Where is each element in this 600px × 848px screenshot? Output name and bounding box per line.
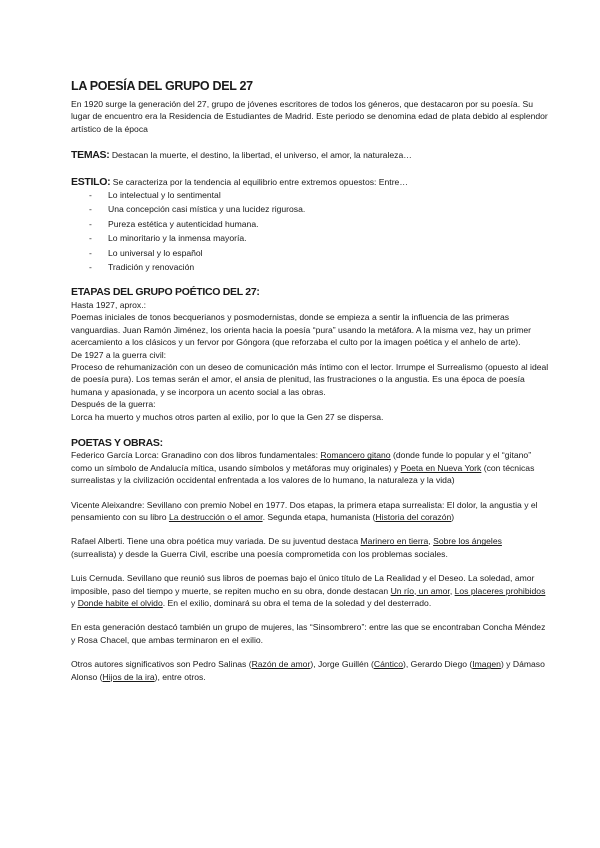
work-title-rio: Un río, un amor <box>390 585 450 596</box>
lorca-text: (con técnicas surrealistas y la civilización occidental enfrentada a los valores de lo humano, la naturaleza y la vida) <box>71 462 535 486</box>
aleixandre-text: ) <box>451 511 455 522</box>
alberti-paragraph <box>71 535 549 560</box>
aleixandre-text: . Segunda etapa, humanista ( <box>262 511 376 522</box>
aleixandre-text: Vicente Aleixandre: Sevillano con premio Nobel en 1977. Dos etapas, la primera etapa surrealista: El dolor, la angustia y el pensamiento con su libro <box>71 499 538 522</box>
list-item: - Lo minoritario y la inmensa mayoría. <box>89 231 549 245</box>
otros-text: ), Gerardo Diego ( <box>403 659 473 670</box>
list-item: - Lo universal y lo español <box>89 246 549 260</box>
otros-text: Otros autores significativos son Pedro Salinas ( <box>71 659 252 670</box>
otros-paragraph <box>71 658 549 683</box>
poetas-heading: POETAS Y OBRAS: <box>71 436 163 449</box>
intro-paragraph: En 1920 surge la generación del 27, grupo de jóvenes escritores de todos los géneros, que destacaron por su poesía. Su lugar de encuentro era la Residencia de Estudiantes de Madrid. Este periodo se denomina edad de plata debido al esplendor artístico de la época <box>71 99 548 134</box>
work-title-razon: Razón de amor <box>251 659 311 670</box>
temas-heading: TEMAS: <box>71 149 110 162</box>
estilo-heading: ESTILO: <box>71 175 111 188</box>
list-item: - Tradición y renovación <box>89 260 549 274</box>
work-title-placeres: Los placeres prohibidos <box>454 585 546 596</box>
work-title-historia: Historia del corazón <box>375 511 452 522</box>
cernuda-text: . En el exilio, dominará su obra el tema de la soledad y del desterrado. <box>162 598 432 608</box>
work-title-poeta-ny: Poeta en Nueva York <box>400 462 482 473</box>
stage3-text: Lorca ha muerto y muchos otros parten al exilio, por lo que la Gen 27 se dispersa. <box>71 411 384 422</box>
estilo-list <box>71 188 549 274</box>
list-item: - Lo intelectual y lo sentimental <box>89 188 549 202</box>
alberti-text: , <box>428 536 434 547</box>
stage2-label: De 1927 a la guerra civil: <box>71 349 167 360</box>
document-page <box>71 78 549 683</box>
aleixandre-paragraph <box>71 499 549 524</box>
work-title-hijos: Hijos de la ira <box>102 671 155 682</box>
estilo-text: Se caracteriza por la tendencia al equilibrio entre extremos opuestos: Entre… <box>110 176 408 187</box>
lorca-text: (donde funde lo popular y el “gitano” como un símbolo de Andalucía mítica, usando símbolos y metáforas muy originales) y <box>71 450 532 473</box>
work-title-imagen: Imagen <box>472 659 501 670</box>
cernuda-text: , <box>449 585 455 596</box>
lorca-text: Federico García Lorca: Granadino con dos libros fundamentales: <box>71 450 321 461</box>
cernuda-text: Luis Cernuda. Sevillano que reunió sus libros de poemas bajo el único título de La Realidad y el Deseo. La soledad, amor imposible, paso del tiempo y muerte, se repiten mucho en su obra, donde destacan <box>71 573 535 596</box>
work-title-destruccion: La destrucción o el amor <box>168 511 263 522</box>
stage1-text: Poemas iniciales de tonos becquerianos y posmodernistas, donde se empieza a sentir la influencia de las primeras vanguardias. Juan Ramón Jiménez, los orienta hacia la poesía “pura” usando la metáfora. A la misma vez, hay un primer acercamiento a los clásicos y un fervor por Góngora (que reforzaba el culto por la imagen poética y el anhelo de arte). <box>71 312 532 348</box>
list-item: - Una concepción casi mística y una lucidez rigurosa. <box>89 202 549 216</box>
sinsombrero-paragraph: En esta generación destacó también un grupo de mujeres, las “Sinsombrero”: entre las que se encontraban Concha Méndez y Rosa Chacel, que ambas terminaron en el exilio. <box>71 622 546 645</box>
list-item: - Pureza estética y autenticidad humana. <box>89 217 549 231</box>
cernuda-paragraph <box>71 572 549 609</box>
stage1-label: Hasta 1927, aprox.: <box>71 299 147 310</box>
work-title-angeles: Sobre los ángeles <box>433 536 502 547</box>
otros-text: ), Jorge Guillén ( <box>310 659 374 670</box>
lorca-paragraph <box>71 449 549 486</box>
otros-text: ), entre otros. <box>154 671 206 682</box>
work-title-cantico: Cántico <box>373 659 403 670</box>
work-title-olvido: Donde habite el olvido <box>77 598 163 608</box>
stage2-text: Proceso de rehumanización con un deseo de comunicación más íntimo con el lector. Irrumpe el Surrealismo (opuesto al ideal de poesía pura). Los temas serán el amor, el ansia de plenitud, las frustraciones o la angustia. Es una época de poesía humana y apasionada, y se incorpora un acento social a las obras. <box>71 361 549 397</box>
cernuda-text: y <box>71 598 78 608</box>
document-title: LA POESÍA DEL GRUPO DEL 27 <box>71 79 253 93</box>
etapas-heading: ETAPAS DEL GRUPO POÉTICO DEL 27: <box>71 286 260 299</box>
alberti-text: (surrealista) y desde la Guerra Civil, escribe una poesía comprometida con los problemas sociales. <box>71 548 448 559</box>
stage3-label: Después de la guerra: <box>71 399 156 410</box>
work-title-romancero: Romancero gitano <box>320 450 391 461</box>
otros-text: ) y Dámaso Alonso ( <box>71 659 545 682</box>
work-title-marinero: Marinero en tierra <box>360 536 429 547</box>
temas-text: Destacan la muerte, el destino, la libertad, el universo, el amor, la naturaleza… <box>109 150 412 161</box>
alberti-text: Rafael Alberti. Tiene una obra poética muy variada. De su juventud destaca <box>71 536 361 547</box>
